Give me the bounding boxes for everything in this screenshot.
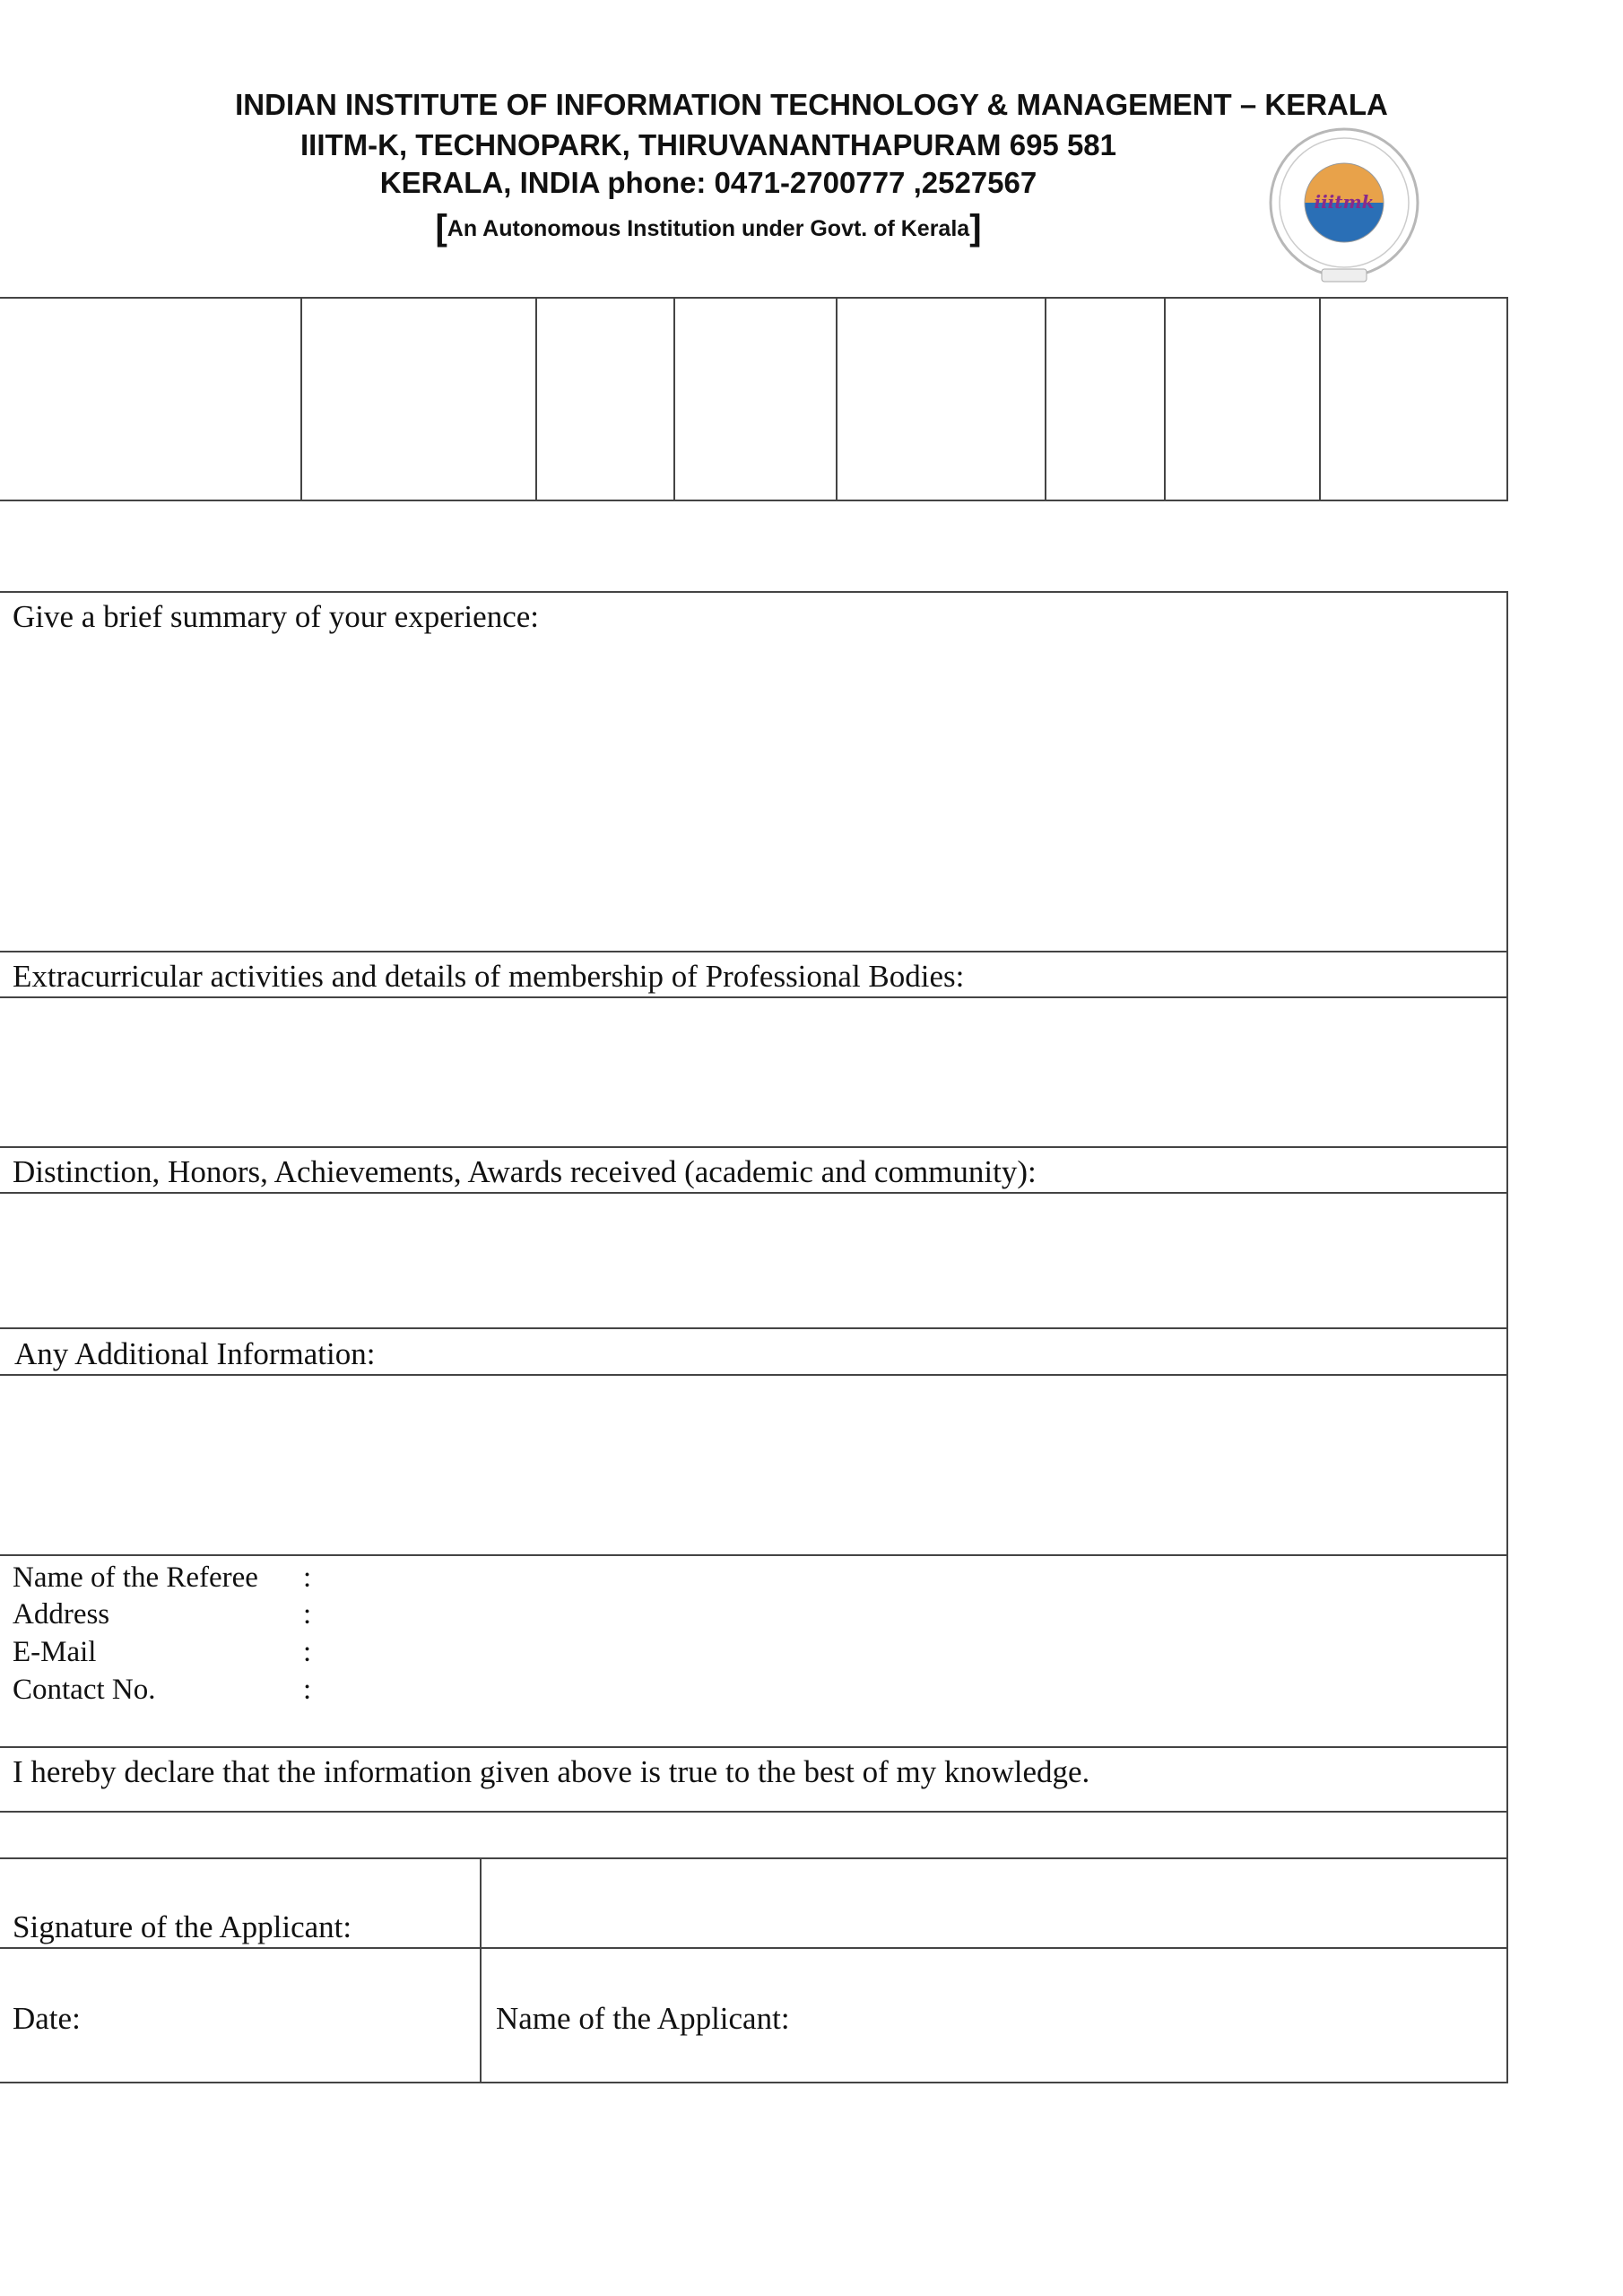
applicant-name-label: Name of the Applicant: [496,2001,790,2036]
referee-email-colon: : [303,1636,312,1668]
referee-name-label: Name of the Referee [13,1561,258,1594]
form-top-border [0,591,1508,593]
bracket-close: ] [969,208,982,248]
form-rule [0,1146,1508,1148]
iiitmk-emblem-logo [1263,126,1426,289]
form-rule [0,951,1508,952]
institute-name: INDIAN INSTITUTE OF INFORMATION TECHNOLOGY & MANAGEMENT – KERALA [235,88,1388,121]
referee-email-label: E-Mail [13,1636,97,1668]
form-rule [0,1374,1508,1376]
bracket-open: [ [435,208,447,248]
top-table-top-border [0,297,1508,299]
form-rule [0,1811,1508,1813]
additional-info-label: Any Additional Information: [14,1336,376,1371]
institute-status-text: An Autonomous Institution under Govt. of Kerala [447,216,970,241]
distinction-label: Distinction, Honors, Achievements, Awards received (academic and community): [13,1154,1037,1189]
institute-address: IIITM-K, TECHNOPARK, THIRUVANANTHAPURAM 695 581 [299,128,1116,161]
form-bottom-border [0,2082,1508,2083]
signature-column-divider [480,1857,482,2083]
top-table-divider [836,297,838,501]
referee-name-colon: : [303,1561,312,1594]
referee-address-label: Address [13,1598,110,1631]
top-table-divider [535,297,537,501]
extracurricular-label: Extracurricular activities and details of membership of Professional Bodies: [13,959,965,994]
top-table-bottom-border [0,500,1508,501]
institute-phone: KERALA, INDIA phone: 0471-2700777 ,2527567 [379,166,1037,199]
top-table-divider [673,297,675,501]
form-rule [0,1947,1508,1949]
institute-status [0,208,1417,248]
referee-address-colon: : [303,1598,312,1631]
form-right-border [1506,591,1508,2083]
top-table-divider [1319,297,1321,501]
form-rule [0,1192,1508,1194]
form-rule [0,996,1508,998]
signature-label: Signature of the Applicant: [13,1909,352,1944]
experience-summary-label: Give a brief summary of your experience: [13,599,539,634]
top-table-divider [1045,297,1046,501]
form-rule [0,1327,1508,1329]
form-rule [0,1746,1508,1748]
referee-contact-colon: : [303,1674,312,1706]
top-table-divider [1164,297,1166,501]
date-label: Date: [13,2001,81,2036]
logo-text: iiitmk [1314,191,1375,213]
form-rule [0,1857,1508,1859]
referee-contact-label: Contact No. [13,1674,156,1706]
top-table-divider [300,297,302,501]
logo-ribbon [1322,269,1367,282]
declaration-text: I hereby declare that the information given above is true to the best of my knowledge. [13,1754,1090,1789]
form-rule [0,1554,1508,1556]
top-table-right-border [1506,297,1508,501]
